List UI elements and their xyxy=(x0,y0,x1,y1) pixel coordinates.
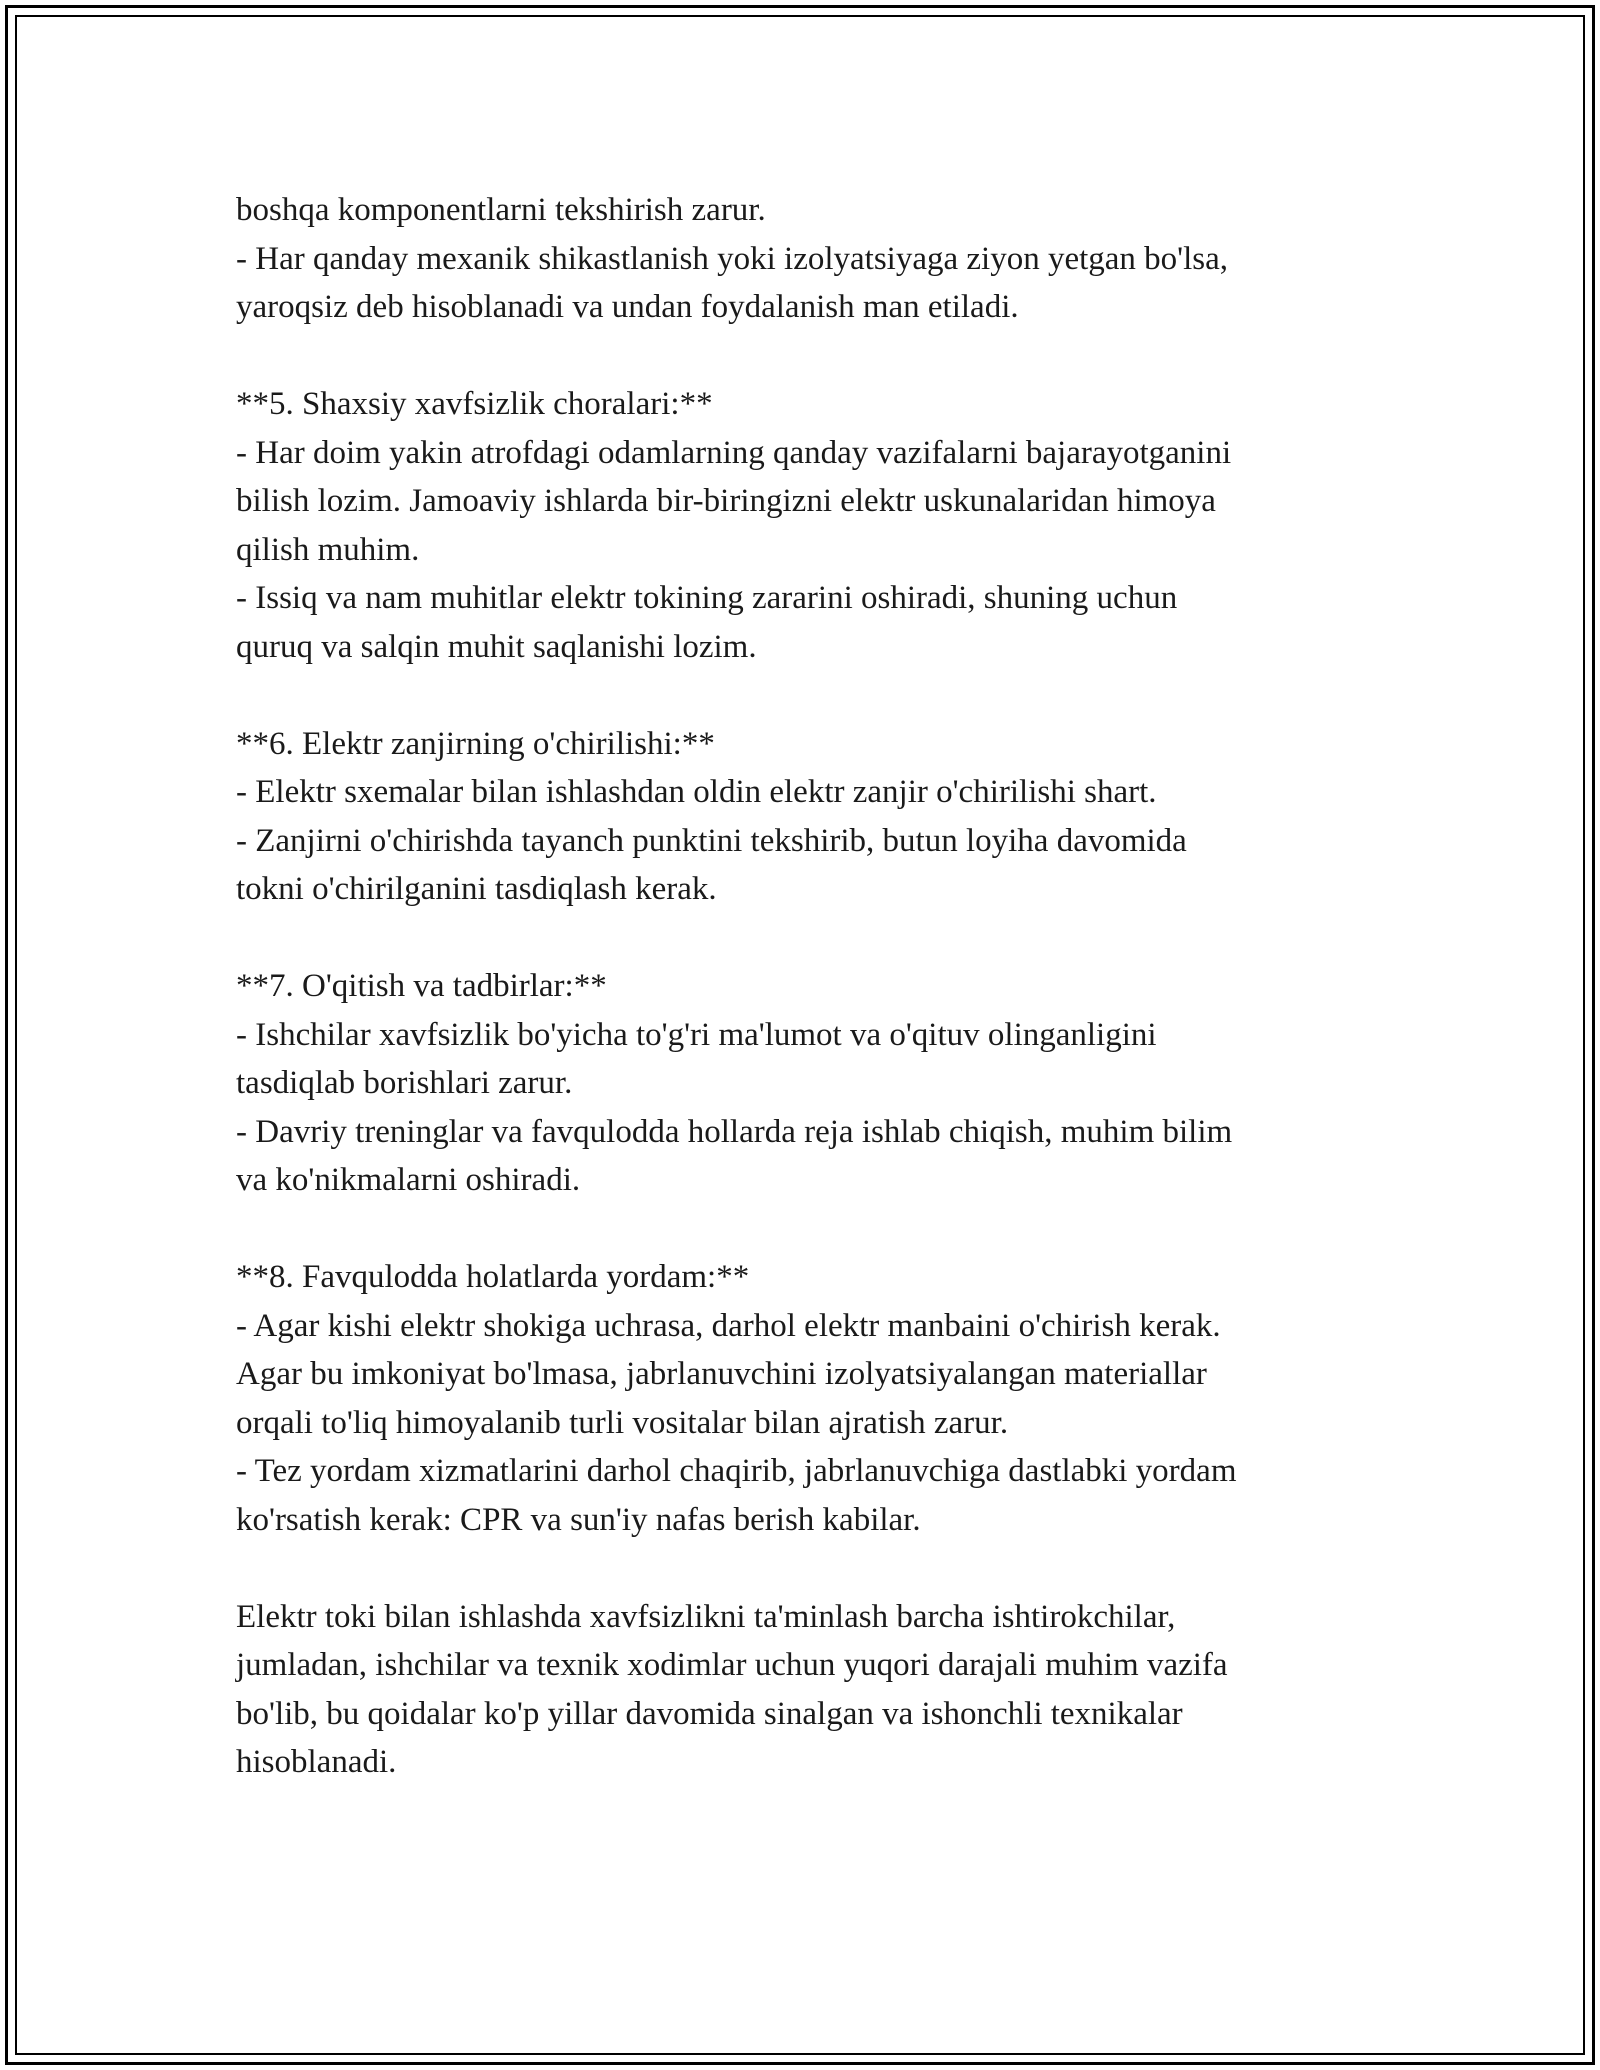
text-line: tokni o'chirilganini tasdiqlash kerak. xyxy=(236,871,717,907)
text-line: - Har doim yakin atrofdagi odamlarning qanday vazifalarni bajarayotganini xyxy=(236,434,1232,471)
text-line: hisoblanadi. xyxy=(236,1744,397,1780)
section-6-circuit-shutdown xyxy=(236,720,1376,914)
text-line: - Agar kishi elektr shokiga uchrasa, darhol elektr manbaini o'chirish kerak. xyxy=(236,1307,1221,1344)
document-body xyxy=(236,186,1376,1787)
text-line: - Issiq va nam muhitlar elektr tokining zararini oshiradi, shuning uchun xyxy=(236,580,1178,616)
text-line: ko'rsatish kerak: CPR va sun'iy nafas berish kabilar. xyxy=(236,1501,921,1538)
section-heading: **8. Favqulodda holatlarda yordam:** xyxy=(236,1259,750,1295)
text-line: quruq va salqin muhit saqlanishi lozim. xyxy=(236,628,757,665)
text-line: - Tez yordam xizmatlarini darhol chaqirib, jabrlanuvchiga dastlabki yordam xyxy=(236,1453,1237,1489)
paragraph-gap xyxy=(236,914,1376,963)
text-line: - Elektr sxemalar bilan ishlashdan oldin elektr zanjir o'chirilishi shart. xyxy=(236,774,1157,810)
text-line: bilish lozim. Jamoaviy ishlarda bir-biringizni elektr uskunalaridan himoya xyxy=(236,483,1216,519)
section-heading: **7. O'qitish va tadbirlar:** xyxy=(236,968,607,1004)
section-5-personal-safety xyxy=(236,380,1376,671)
conclusion-paragraph xyxy=(236,1593,1376,1787)
text-line: tasdiqlab borishlari zarur. xyxy=(236,1065,573,1101)
text-line: - Ishchilar xavfsizlik bo'yicha to'g'ri ma'lumot va o'qituv olinganligini xyxy=(236,1016,1157,1053)
text-line: - Har qanday mexanik shikastlanish yoki izolyatsiyaga ziyon yetgan bo'lsa, xyxy=(236,240,1229,277)
text-line: bo'lib, bu qoidalar ko'p yillar davomida sinalgan va ishonchli texnikalar xyxy=(236,1695,1183,1732)
text-line: orqali to'liq himoyalanib turli vositalar bilan ajratish zarur. xyxy=(236,1404,1009,1441)
text-line: Elektr toki bilan ishlashda xavfsizlikni ta'minlash barcha ishtirokchilar, xyxy=(236,1598,1176,1635)
text-line: Agar bu imkoniyat bo'lmasa, jabrlanuvchini izolyatsiyalangan materiallar xyxy=(236,1356,1207,1392)
text-line: va ko'nikmalarni oshiradi. xyxy=(236,1162,581,1198)
paragraph-gap xyxy=(236,1205,1376,1254)
section-heading: **6. Elektr zanjirning o'chirilishi:** xyxy=(236,725,715,762)
text-line: jumladan, ishchilar va texnik xodimlar uchun yuqori darajali muhim vazifa xyxy=(236,1647,1228,1683)
paragraph-continuation xyxy=(236,186,1376,332)
paragraph-gap xyxy=(236,671,1376,720)
text-line: - Zanjirni o'chirishda tayanch punktini tekshirib, butun loyiha davomida xyxy=(236,822,1187,859)
paragraph-gap xyxy=(236,1544,1376,1593)
text-line: qilish muhim. xyxy=(236,531,420,568)
text-line: boshqa komponentlarni tekshirish zarur. xyxy=(236,192,766,228)
section-heading: **5. Shaxsiy xavfsizlik choralari:** xyxy=(236,386,713,422)
text-line: yaroqsiz deb hisoblanadi va undan foydalanish man etiladi. xyxy=(236,289,1019,325)
section-8-emergency-help xyxy=(236,1253,1376,1544)
text-line: - Davriy treninglar va favqulodda hollarda reja ishlab chiqish, muhim bilim xyxy=(236,1113,1233,1150)
paragraph-gap xyxy=(236,332,1376,381)
section-7-training xyxy=(236,962,1376,1205)
